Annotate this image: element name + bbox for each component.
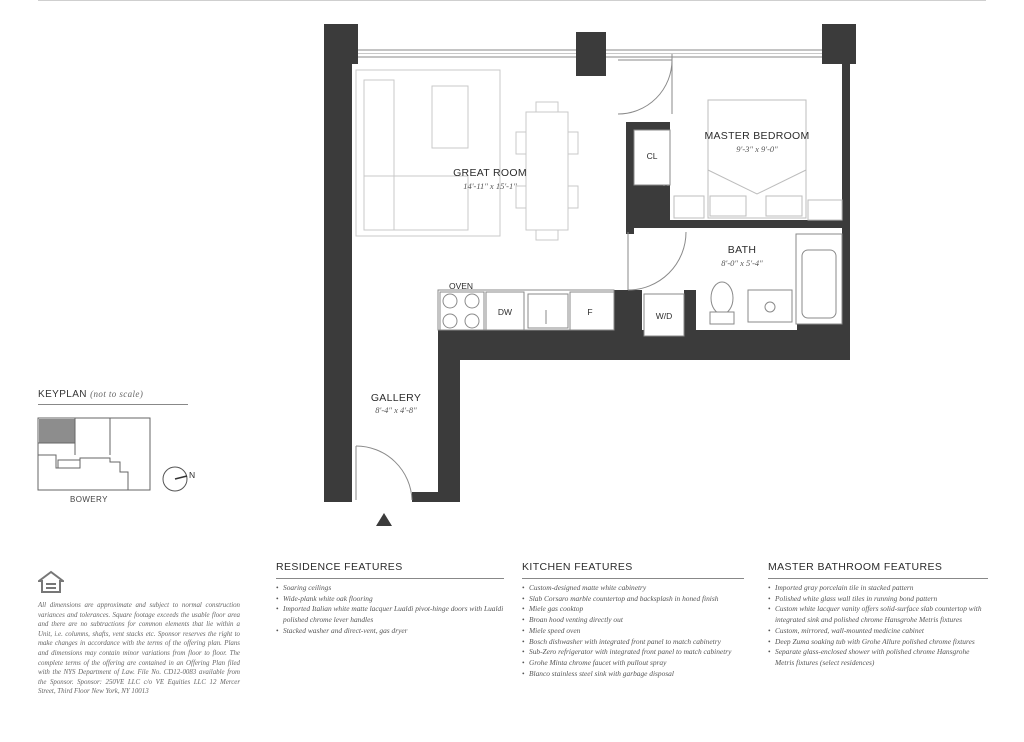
list-item: • Slab Corsaro marble countertop and backsplash in honed finish [522,594,744,605]
keyplan-rule [38,404,188,405]
list-item: • Miele speed oven [522,626,744,637]
washer-dryer-label: W/D [655,311,673,321]
list-item: • Broan hood venting directly out [522,615,744,626]
room-name-bath: BATH [727,244,757,256]
list-item: • Custom, mirrored, wall-mounted medicine cabinet [768,626,988,637]
list-item: • Soaring ceilings [276,583,504,594]
list-item: • Polished white glass wall tiles in running bond pattern [768,594,988,605]
list-item: • Grohe Minta chrome faucet with pullout spray [522,658,744,669]
doors [356,54,686,500]
kitchen [438,290,684,336]
keyplan-street-label: BOWERY [70,495,108,504]
legal-disclaimer: All dimensions are approximate and subject to normal construction variances and tolerances. Square footage exceeds the usable floor area and there are no subtractions for common elements that lie within a Unit, i.e. columns, shafts, vent stacks etc. Sponsor reserves the right to make changes in accordance with the terms of the offering plan. Plans and dimensions may contain minor variations from floor to floor. The complete terms of the offering are contained in an Offering Plan filed with the NYS Department of Law. File No. CD12-0083 available from the Sponsor. Sponsor: 250VE LLC c/o VE Equities LLC 12 Mercer Street, Third Floor New York, NY 10013 [38,602,240,696]
list-item: • Blanco stainless steel sink with garbage disposal [522,669,744,680]
room-dims-bath: 8'-0" x 5'-4" [721,258,763,268]
kitchen-features-title: KITCHEN FEATURES [522,561,633,573]
bath-features-title: MASTER BATHROOM FEATURES [768,561,943,573]
room-name-great-room: GREAT ROOM [453,167,527,179]
list-item: • Imported Italian white matte lacquer Lualdi pivot-hinge doors with Lualdi polished chrome lever handles [276,604,504,625]
keyplan-title [38,389,143,400]
list-item: • Wide-plank white oak flooring [276,594,504,605]
room-dims-master-bedroom: 9'-3" x 9'-0" [736,144,778,154]
walls [324,24,856,502]
kitchen-features [522,561,744,679]
list-item: • Separate glass-enclosed shower with polished chrome Hansgrohe Metris fixtures (select residences) [768,647,988,668]
keyplan-title-text: KEYPLAN [38,389,87,400]
closet-label: CL [646,151,658,161]
kitchen-features-rule [522,578,744,579]
room-dims-gallery: 8'-4" x 4'-8" [375,405,417,415]
residence-features-rule [276,578,504,579]
list-item: • Bosch dishwasher with integrated front panel to match cabinetry [522,637,744,648]
compass-north-label: N [189,470,196,480]
room-dims-great-room: 14'-11" x 15'-1" [463,181,517,191]
list-item: • Deep Zuma soaking tub with Grohe Allure polished chrome fixtures [768,637,988,648]
furniture-living [356,70,578,240]
furniture-bedroom [664,100,842,220]
room-name-master-bedroom: MASTER BEDROOM [704,130,810,142]
dishwasher-label: DW [497,307,513,317]
oven-label: OVEN [448,281,474,291]
list-item: • Miele gas cooktop [522,604,744,615]
list-item: • Custom white lacquer vanity offers solid-surface slab countertop with integrated sink and polished chrome Hansgrohe Metris fixtures [768,604,988,625]
list-item: • Sub-Zero refrigerator with integrated front panel to match cabinetry [522,647,744,658]
keyplan-diagram [38,418,150,490]
list-item: • Imported gray porcelain tile in stacked pattern [768,583,988,594]
entry-arrow [376,513,392,526]
equal-housing-icon [38,570,64,594]
fridge-label: F [587,307,593,317]
list-item: • Custom-designed matte white cabinetry [522,583,744,594]
bath-features-rule [768,578,988,579]
residence-features [276,561,504,637]
compass-icon [163,467,195,491]
room-name-gallery: GALLERY [370,392,422,404]
residence-features-title: RESIDENCE FEATURES [276,561,403,573]
bath-features [768,561,988,669]
list-item: • Stacked washer and direct-vent, gas dryer [276,626,504,637]
keyplan-note: (not to scale) [90,389,144,399]
